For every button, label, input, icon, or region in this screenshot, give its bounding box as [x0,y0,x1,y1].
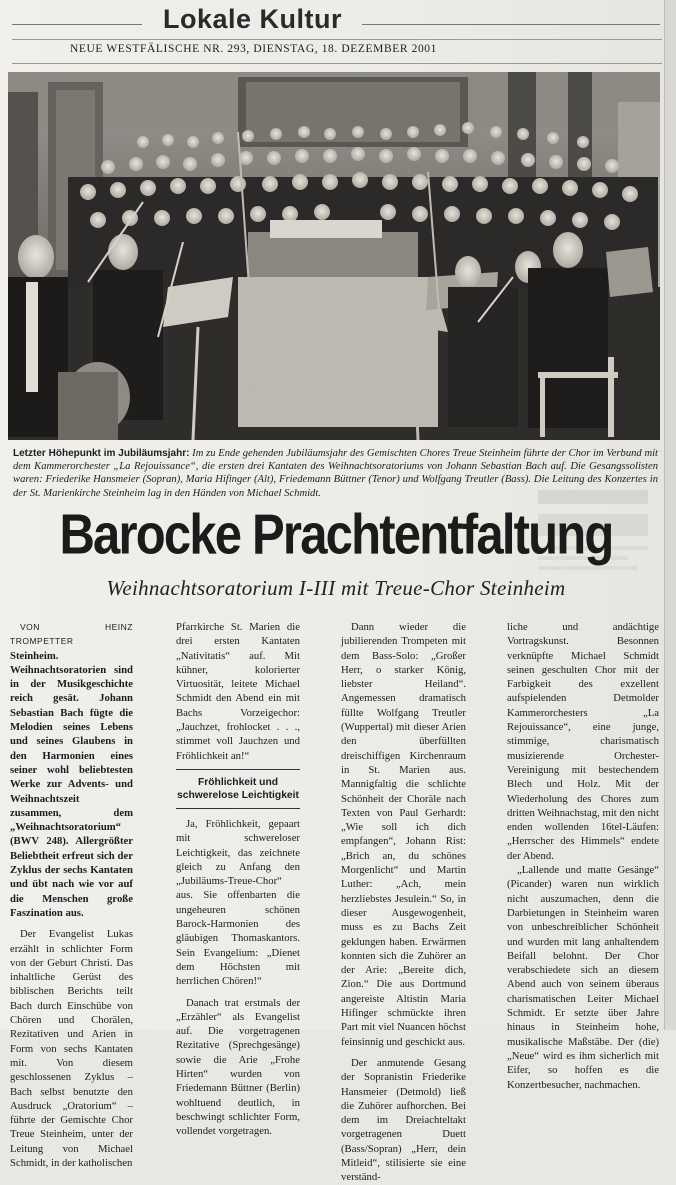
photo-caption [13,447,658,500]
paragraph: liche und andächtige Vortragskunst. Besonnen verknüpfte Michael Schmidt seinen geschulten Chor mit der Farbigkeit des exzellent aufspielenden Detmolder Kammerorchesters „La Rejouissance“, eine junge, stimmige, charismatisch musizierende Orchester-Vereinigung mit bestechendem Blech und Holz. Mit der Wiederholung des Chores zum dritten Weihnachstag, mit den nicht enden wollenden 16tel-Läufen: „Herrscher des Himmels“ endete der Abend. [507,621,659,862]
paragraph: Der Evangelist Lukas erzählt in schlichter Form von der Geburt Christi. Das inhaltliche Gerüst des biblischen Berichts teilt Bach durch Einschübe von Chören und Chorälen, Rezitativen und Arien in Form von sechs Kantaten mit. Von diesem geschlossenen Zyklus – Bach selbst benutzte den Ausdruck „Oratorium“ – führte der Gemischte Chor Treue Steinheim, unter der Leitung von Michael Schmidt, in der katholischen [10,928,133,1169]
caption-text: Im zu Ende gehenden Jubiläumsjahr des Gemischten Chores Treue Steinheim führte der Chor im Verbund mit dem Kammerorchester „La Rejouissance“, die ersten drei Kantaten des Weihnachtsoratoriums von Johann Sebastian Bach auf. Die Gesangssolisten waren: Friederike Hansmeier (Sopran), Maria Hifinger (Alt), Friedemann Büttner (Tenor) und Wolfgang Treutler (Bass). Die Leitung des Konzertes in der St. Marienkirche Steinheim lag in den Händen von Michael Schmidt. [13,448,658,499]
caption-lead: Letzter Höhepunkt im Jubiläumsjahr: [13,448,190,459]
intertitle: Fröhlichkeit und schwerelose Leichtigkeit [176,769,300,809]
headline: Barocke Prachtentfaltung [59,504,613,567]
paragraph: Danach trat erstmals der „Erzähler“ als Evangelist auf. Die vorgetragenen Rezitative (Sprechgesänge) sowie die Arie „Frohe Hirten“ wurden von Friedemann Büttner (Berlin) wohltuend deutlich, in beschwingt schlichter Form, vollendet vorgetragen. [176,996,300,1138]
adjacent-page-edge [664,0,676,1030]
article-column-1 [10,620,133,1170]
paragraph: Pfarrkirche St. Marien die drei ersten Kantaten „Nativitatis“ auf. Mit kühner, kolorierter Virtuosität, leitete Michael Schmidt den Abend ein mit Bachs Vorzeigechor: „Jauchzet, frohlocket . . ., stimmet voll Jauchzen und Fröhlichkeit an!“ [176,621,300,762]
subheadline: Weihnachtsoratorium I-III mit Treue-Chor Steinheim [106,576,566,600]
header-divider-bottom [12,63,662,64]
concert-photo [8,72,660,440]
header-rule-left [12,24,142,25]
header-divider [12,39,662,40]
article-column-3 [341,620,466,1185]
article-column-4 [507,620,659,1092]
article-column-2 [176,620,300,1139]
paragraph: Dann wieder die jubilierenden Trompeten mit dem Bass-Solo: „Großer Herr, o starker König, liebster Heiland“. Angemessen dramatisch füllte Wolfgang Treutler (Wuppertal) mit dieser Arien den überfüllten dreischiffigen Kirchenraum in St. Marien aus. Mannigfaltig die schlichte Schönheit der Choräle nach Texten von Paul Gerhardt: „Wie soll ich dich empfangen“, Johann Rist: „Brich an, du schönes Morgenlicht“ und Martin Luther: „Ach, mein herzliebstes Jesulein.“ So, in dieser Ausgewogenheit, muss es zu Bachs Zeit geklungen haben. Erwärmen konnten sich die Zuhörer an der Arie: „Bereite dich, Zion.“ Die aus Dortmund angereiste Altistin Maria Hifinger schmückte ihren Part mit viel Nuancen höchst feinsinnig und geschickt aus. [341,621,466,1048]
header-rule-right [362,24,660,25]
paragraph: Der anmutende Gesang der Sopranistin Friederike Hansmeier (Detmold) ließ die Zuhörer aufhorchen. Bei dem im Dreiachteltakt vorgetragenen Duett (Bass/Sopran) „Herr, dein Mitleid“, stilisierte sie eine verständ- [341,1056,466,1184]
lead-paragraph: Steinheim. Weihnachtsoratorien sind in der Musikgeschichte reich gesät. Johann Sebastian Bach fügte die Melodien seines Lebens und seines Glaubens in den Harmonien eines seiner wohl beliebtesten Werke zur Advents- und Weihnachtszeit zusammen, dem „Weihnachtsoratorium“ (BWV 248). Allergrößter Beliebtheit erfreut sich der Zyklus der sechs Kantaten und übt nach wie vor auf die Menschen große Faszination aus. [10,649,133,919]
paragraph: „Lallende und matte Gesänge“ (Picander) waren nun wirklich nicht auszumachen, denn die Darbietungen in Steinheim waren von unbeschreiblicher Schönheit und wurden mit lang anhaltendem Beifall belohnt. Der Chor verabschiedete sich an diesem Abend auch von seinem überaus charismatischen Leiter Michael Schmidt. Er setzte über Jahre hinaus in Steinheim hohe, musikalische Maßstäbe. Der (die) „Neue“ wird es ihm sicherlich mit Eifer, so hoffen es die Konzertbesucher, nachmachen. [507,864,659,1091]
masthead-line: NEUE WESTFÄLISCHE NR. 293, DIENSTAG, 18. DEZEMBER 2001 [70,43,437,55]
section-title: Lokale Kultur [162,4,343,34]
byline: VON HEINZ TROMPETTER [10,622,133,647]
paragraph: Ja, Fröhlichkeit, gepaart mit schwereloser Leichtigkeit, das zeichnete gleich zu Anfang den „Jubiläums-Treue-Chor“ aus. Sie offenbarten die ungeheuren schönen Barock-Harmonien des gläubigen Thomaskantors. Sein Evangelium: „Dienet dem Höchsten mit herrlichen Chören!“ [176,817,300,988]
